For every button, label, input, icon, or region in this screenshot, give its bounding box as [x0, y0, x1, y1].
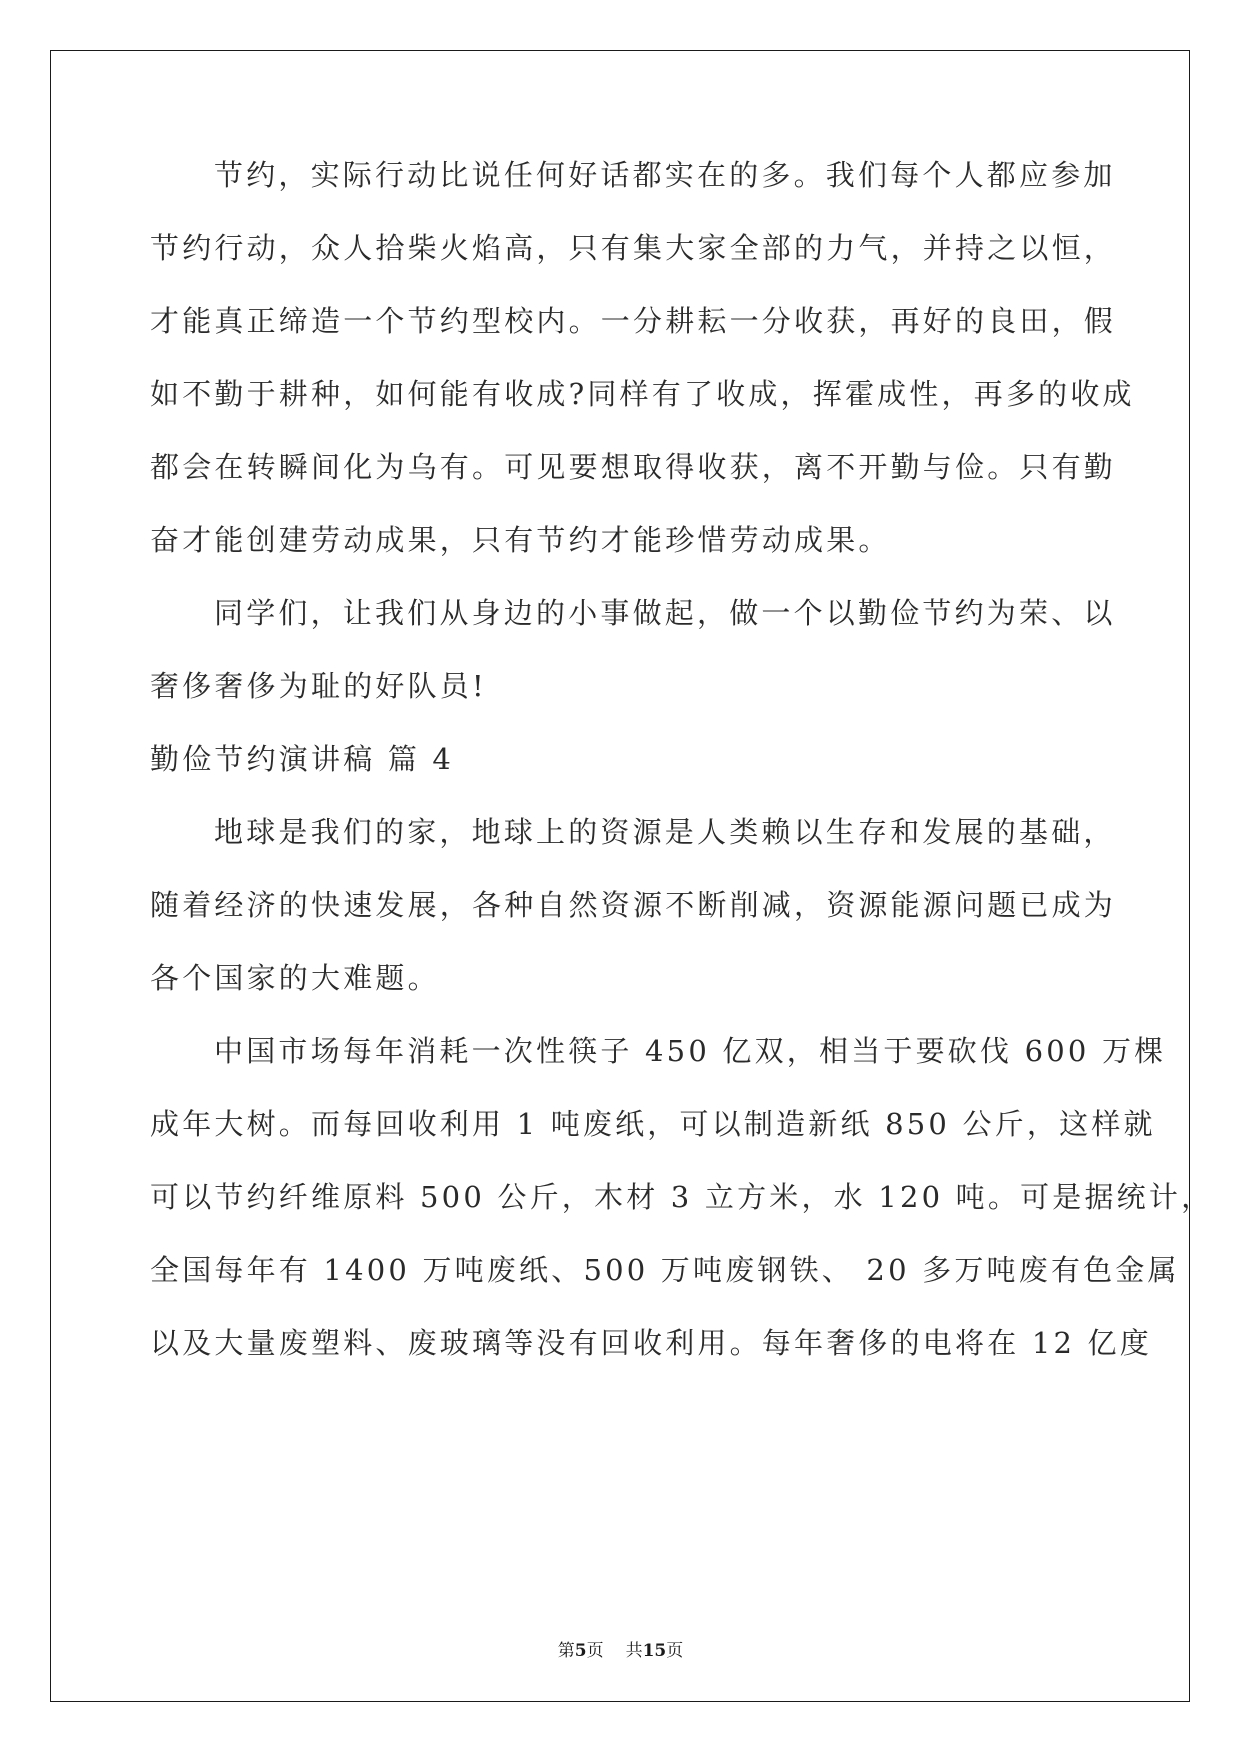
page-border — [50, 50, 1190, 1702]
paragraph-line: 奢侈奢侈为耻的好队员! — [150, 669, 487, 703]
paragraph-line: 节约行动，众人拾柴火焰高，只有集大家全部的力气，并持之以恒， — [150, 231, 1117, 265]
paragraph-line: 奋才能创建劳动成果，只有节约才能珍惜劳动成果。 — [150, 523, 891, 557]
paragraph-line: 以及大量废塑料、废玻璃等没有回收利用。每年奢侈的电将在 12 亿度 — [150, 1326, 1152, 1360]
footer-prefix: 第 — [557, 1641, 575, 1661]
paragraph-line: 各个国家的大难题。 — [150, 961, 440, 995]
footer-page-number: 5 — [574, 1641, 587, 1661]
paragraph-line: 可以节约纤维原料 500 公斤，木材 3 立方米，水 120 吨。可是据统计， — [150, 1180, 1214, 1214]
paragraph-line: 中国市场每年消耗一次性筷子 450 亿双，相当于要砍伐 600 万棵 — [214, 1034, 1167, 1068]
paragraph-line: 才能真正缔造一个节约型校内。一分耕耘一分收获，再好的良田，假 — [150, 304, 1117, 338]
paragraph-line: 都会在转瞬间化为乌有。可见要想取得收获，离不开勤与俭。只有勤 — [150, 450, 1117, 484]
paragraph-line: 如不勤于耕种，如何能有收成?同样有了收成，挥霍成性，再多的收成 — [150, 377, 1135, 411]
paragraph-line: 地球是我们的家，地球上的资源是人类赖以生存和发展的基础， — [214, 815, 1116, 849]
paragraph-line: 成年大树。而每回收利用 1 吨废纸，可以制造新纸 850 公斤，这样就 — [150, 1107, 1156, 1141]
footer-page-suffix: 页 — [586, 1641, 604, 1661]
paragraph-line: 全国每年有 1400 万吨废纸、500 万吨废钢铁、 20 多万吨废有色金属 — [150, 1253, 1180, 1287]
paragraph-line: 节约，实际行动比说任何好话都实在的多。我们每个人都应参加 — [214, 158, 1116, 192]
footer-total-prefix: 共 — [625, 1641, 643, 1661]
footer-total-pages: 15 — [642, 1641, 667, 1661]
page-footer — [0, 1636, 1241, 1661]
paragraph-line: 随着经济的快速发展，各种自然资源不断削减，资源能源问题已成为 — [150, 888, 1117, 922]
paragraph-line: 同学们，让我们从身边的小事做起，做一个以勤俭节约为荣、以 — [214, 596, 1116, 630]
footer-total-suffix: 页 — [666, 1641, 684, 1661]
section-heading: 勤俭节约演讲稿 篇 4 — [150, 742, 455, 776]
